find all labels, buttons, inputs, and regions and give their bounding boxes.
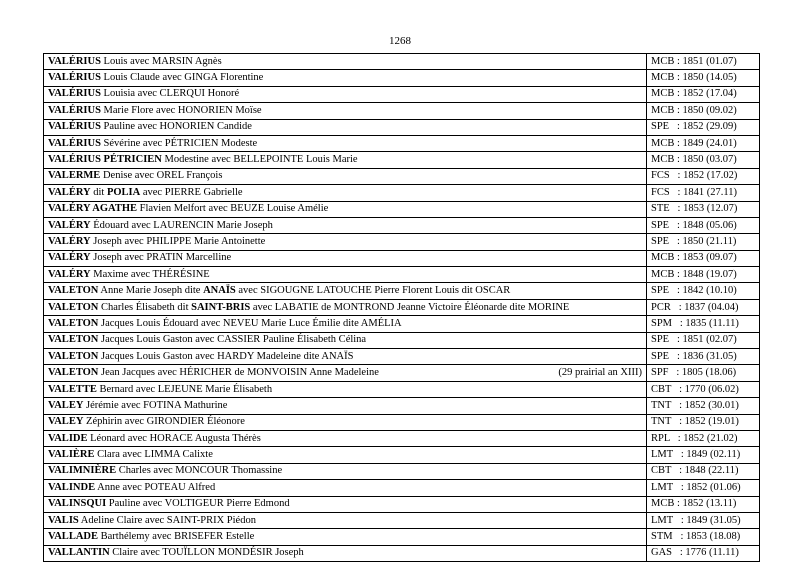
couple-names [48,317,402,331]
parish-date-cell: CBT : 1770 (06.02) [647,381,760,397]
couple-names [48,383,272,397]
couple-names [48,268,210,282]
couple-names [48,333,366,347]
table-row [44,545,760,561]
table-row [44,480,760,496]
parish-date-cell: GAS : 1776 (11.11) [647,545,760,561]
table-row [44,365,760,381]
couple-names-cell [44,103,647,119]
couple-names [48,481,215,495]
surname: VALIMNIÈRE [48,465,117,477]
couple-names [48,251,231,265]
table-row [44,185,760,201]
name-text: Joseph avec PHILIPPE Marie Antoinette [90,235,266,247]
parish-date-cell: SPE : 1851 (02.07) [647,332,760,348]
table-row [44,152,760,168]
table-row [44,103,760,119]
couple-names [48,448,213,462]
name-text: Louisia avec CLERQUI Honoré [100,88,240,100]
surname: VALÉRIUS [48,72,101,84]
parish-date-cell: SPE : 1842 (10.10) [647,283,760,299]
surname: VALETON [48,285,99,297]
name-text: Charles Élisabeth dit [98,301,192,313]
table-row [44,512,760,528]
surname: VALÉRY [48,252,91,264]
surname: VALÉRY [48,268,91,280]
couple-names-cell [44,365,647,381]
couple-names-cell [44,349,647,365]
couple-names [48,137,257,151]
surname: VALLADE [48,531,98,543]
couple-names-cell [44,54,647,70]
name-text: Pauline avec VOLTIGEUR Pierre Edmond [106,498,290,510]
couple-names-cell [44,332,647,348]
couple-names [48,219,273,233]
parish-date-cell: MCB : 1852 (13.11) [647,496,760,512]
couple-names [48,464,282,478]
surname: VALÉRIUS [48,55,101,67]
page-number: 1268 [389,35,411,47]
table-row [44,135,760,151]
name-text: Bernard avec LEJEUNE Marie Élisabeth [96,383,273,395]
table-row [44,119,760,135]
name-text: Maxime avec THÉRÉSINE [90,268,210,280]
couple-names-cell [44,234,647,250]
couple-names [48,55,222,69]
parish-date-cell: MCB : 1850 (09.02) [647,103,760,119]
parish-date-cell: SPM : 1835 (11.11) [647,316,760,332]
surname: VALIÈRE [48,449,95,461]
name-text: Jean Jacques avec HÉRICHER de MONVOISIN Anne Madeleine [98,367,379,379]
couple-names-cell [44,480,647,496]
couple-names-cell [44,217,647,233]
name-text: Barthélemy avec BRISEFER Estelle [98,531,255,543]
name-text: avec PIERRE Gabrielle [140,186,243,198]
name-text: Jérémie avec FOTINA Mathurine [83,399,228,411]
name-text: Marie Flore avec HONORIEN Moïse [100,104,262,116]
name-text: Édouard avec LAURENCIN Marie Joseph [90,219,273,231]
parish-date-cell: PCR : 1837 (04.04) [647,299,760,315]
parish-date-cell: MCB : 1851 (01.07) [647,54,760,70]
parish-date-cell: MCB : 1852 (17.04) [647,86,760,102]
couple-names [48,399,227,413]
name-text: avec SIGOUGNE LATOUCHE Pierre Florent Louis dit OSCAR [235,285,511,297]
table-row [44,201,760,217]
date-note: (29 prairial an XIII) [558,367,642,379]
name-text: Jacques Louis Gaston avec HARDY Madeleine dite ANAÏS [98,350,354,362]
surname: VALÉRIUS [48,121,101,133]
couple-names [48,235,265,249]
name-text: Léonard avec HORACE Augusta Thérès [87,432,261,444]
table-row [44,463,760,479]
table-row [44,349,760,365]
couple-names-cell [44,316,647,332]
table-row [44,381,760,397]
couple-names-cell [44,430,647,446]
couple-names-cell [44,414,647,430]
couple-names [48,120,252,134]
name-text: Clara avec LIMMA Calixte [94,449,213,461]
couple-names-cell [44,496,647,512]
table-row [44,168,760,184]
couple-names-cell [44,267,647,283]
name-text: Claire avec TOUÏLLON MONDÉSIR Joseph [109,547,304,559]
surname: ANAÏS [203,285,236,297]
couple-names-cell [44,463,647,479]
surname: VALIDE [48,432,88,444]
couple-names-cell [44,512,647,528]
couple-names [48,153,358,167]
surname: VALEY [48,399,84,411]
couple-names-cell [44,152,647,168]
name-text: Sévérine avec PÉTRICIEN Modeste [100,137,258,149]
surname: VALIS [48,514,79,526]
surname: VALERME [48,170,101,182]
table-row [44,316,760,332]
couple-names-cell [44,381,647,397]
surname: VALÉRIUS [48,137,101,149]
couple-names-cell [44,86,647,102]
couple-names [48,497,290,511]
parish-date-cell: LMT : 1852 (01.06) [647,480,760,496]
name-text: dit [90,186,107,198]
couple-names-cell [44,168,647,184]
surname: VALÉRY [48,235,91,247]
table-row [44,54,760,70]
name-text: Jacques Louis Gaston avec CASSIER Pauline Élisabeth Célina [98,334,367,346]
couple-names-cell [44,185,647,201]
name-text: Anne Marie Joseph dite [98,285,204,297]
couple-names [48,104,262,118]
table-row [44,447,760,463]
couple-names [48,350,353,364]
name-text: Modestine avec BELLEPOINTE Louis Marie [161,154,358,166]
surname: VALINDE [48,481,96,493]
parish-date-cell: LMT : 1849 (02.11) [647,447,760,463]
parish-date-cell: TNT : 1852 (19.01) [647,414,760,430]
name-text: Louis Claude avec GINGA Florentine [100,72,264,84]
parish-date-cell: MCB : 1853 (09.07) [647,250,760,266]
parish-date-cell: STE : 1853 (12.07) [647,201,760,217]
surname: VALÉRIUS [48,88,101,100]
table-row [44,267,760,283]
couple-names [48,514,256,528]
couple-names [48,169,222,183]
name-text: Denise avec OREL François [100,170,223,182]
table-row [44,217,760,233]
couple-names-cell [44,299,647,315]
register-body [44,54,760,562]
parish-date-cell: SPE : 1852 (29.09) [647,119,760,135]
name-text: avec LABATIE de MONTROND Jeanne Victoire Éléonarde dite MORINE [250,301,570,313]
parish-date-cell: MCB : 1850 (03.07) [647,152,760,168]
couple-names-cell [44,545,647,561]
parish-date-cell: SPE : 1836 (31.05) [647,349,760,365]
couple-names-cell [44,70,647,86]
marriage-register-table [43,53,760,562]
couple-names-cell [44,135,647,151]
parish-date-cell: MCB : 1849 (24.01) [647,135,760,151]
couple-names-cell [44,283,647,299]
couple-names [48,530,254,544]
name-text: Joseph avec PRATIN Marcelline [90,252,232,264]
surname: VALETTE [48,383,97,395]
surname: VALÉRY AGATHE [48,203,137,215]
name-text: Louis avec MARSIN Agnès [100,55,222,67]
couple-names-cell [44,201,647,217]
parish-date-cell: TNT : 1852 (30.01) [647,398,760,414]
name-text: Charles avec MONCOUR Thomassine [116,465,283,477]
table-row [44,283,760,299]
parish-date-cell: SPE : 1848 (05.06) [647,217,760,233]
surname: VALETON [48,317,99,329]
surname: VALÉRY [48,219,91,231]
surname: VALINSQUI [48,498,107,510]
name-text: Anne avec POTEAU Alfred [95,481,216,493]
couple-names-cell [44,119,647,135]
surname: SAINT-BRIS [191,301,251,313]
couple-names [48,71,263,85]
couple-names [48,432,261,446]
surname: VALÉRY [48,186,91,198]
table-row [44,70,760,86]
table-row [44,496,760,512]
parish-date-cell: FCS : 1841 (27.11) [647,185,760,201]
couple-names-cell [44,447,647,463]
couple-names [48,87,239,101]
table-row [44,414,760,430]
parish-date-cell: LMT : 1849 (31.05) [647,512,760,528]
surname: VALETON [48,334,99,346]
couple-names-cell [44,398,647,414]
parish-date-cell: SPE : 1850 (21.11) [647,234,760,250]
parish-date-cell: FCS : 1852 (17.02) [647,168,760,184]
couple-names [48,415,245,429]
table-row [44,234,760,250]
parish-date-cell: MCB : 1848 (19.07) [647,267,760,283]
couple-names-cell [44,250,647,266]
couple-names [48,366,379,380]
table-row [44,250,760,266]
surname: VALÉRIUS PÉTRICIEN [48,154,162,166]
surname: VALETON [48,350,99,362]
couple-names [48,202,328,216]
table-row [44,332,760,348]
surname: VALETON [48,367,99,379]
surname: POLIA [106,186,141,198]
table-row [44,299,760,315]
parish-date-cell: RPL : 1852 (21.02) [647,430,760,446]
couple-names [48,284,510,298]
couple-names [48,546,304,560]
parish-date-cell: SPF : 1805 (18.06) [647,365,760,381]
surname: VALLANTIN [48,547,110,559]
couple-names [48,186,243,200]
name-text: Adeline Claire avec SAINT-PRIX Piédon [78,514,256,526]
surname: VALÉRIUS [48,104,101,116]
surname: VALEY [48,416,84,428]
table-row [44,430,760,446]
name-text: Jacques Louis Édouard avec NEVEU Marie Luce Émilie dite AMÉLIA [98,317,402,329]
table-row [44,86,760,102]
table-row [44,398,760,414]
surname: VALETON [48,301,99,313]
table-row [44,529,760,545]
name-text: Flavien Melfort avec BEUZE Louise Amélie [137,203,329,215]
couple-names [48,301,569,315]
parish-date-cell: STM : 1853 (18.08) [647,529,760,545]
parish-date-cell: MCB : 1850 (14.05) [647,70,760,86]
couple-names-cell [44,529,647,545]
name-text: Pauline avec HONORIEN Candide [100,121,252,133]
name-text: Zéphirin avec GIRONDIER Éléonore [83,416,245,428]
parish-date-cell: CBT : 1848 (22.11) [647,463,760,479]
